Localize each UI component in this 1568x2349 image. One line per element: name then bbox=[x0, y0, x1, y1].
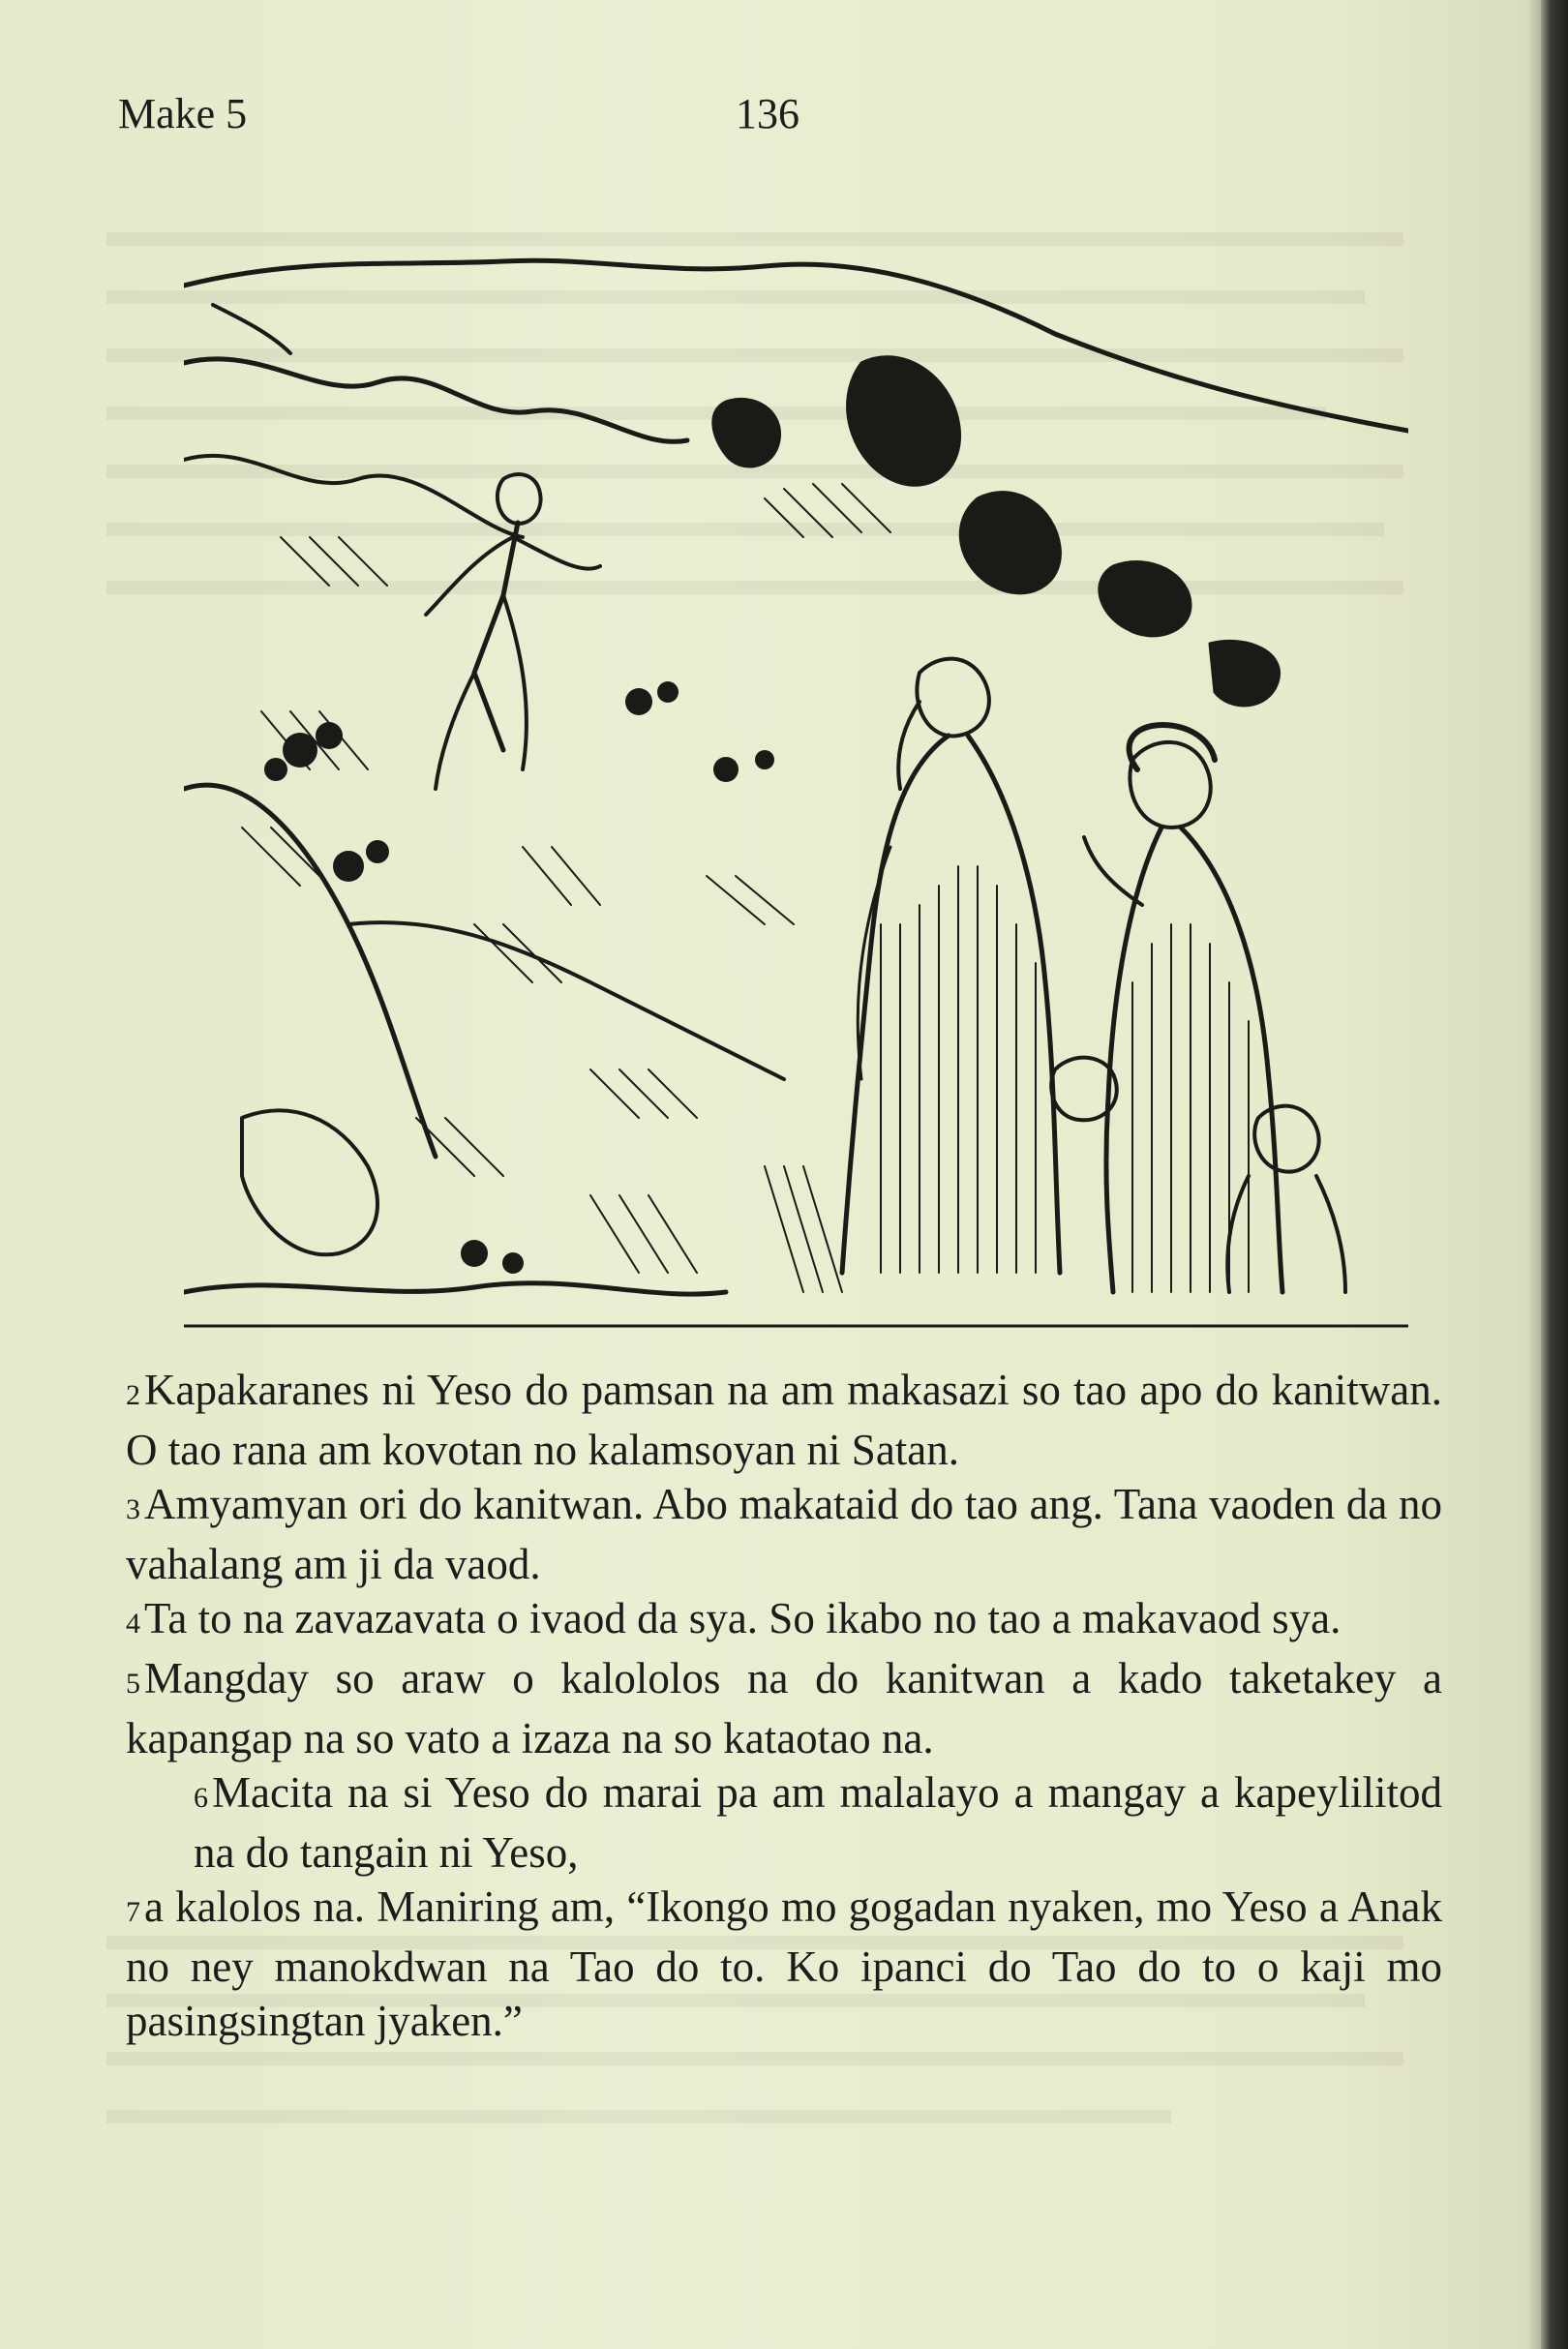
verse-number: 5 bbox=[126, 1668, 140, 1700]
verse-text: Ta to na zavazavata o ivaod da sya. So ikabo no tao a makavaod sya. bbox=[144, 1594, 1342, 1642]
verse-text: Macita na si Yeso do marai pa am malalayo a mangay a kapeylilitod na do tangain ni Yeso, bbox=[194, 1768, 1442, 1877]
verse-5 bbox=[126, 1651, 1442, 1765]
running-header-book: Make 5 bbox=[118, 90, 248, 137]
verse-text: a kalolos na. Maniring am, “Ikongo mo gogadan nyaken, mo Yeso a Anak no ney manokdwan na Tao do to. Ko ipanci do Tao do to o kaji mo pasingsingtan jyaken.” bbox=[126, 1882, 1442, 2045]
verse-number: 2 bbox=[126, 1379, 140, 1411]
engraving-icon bbox=[184, 260, 1408, 1326]
verse-number: 6 bbox=[194, 1782, 208, 1814]
verse-text: Amyamyan ori do kanitwan. Abo makataid do tao ang. Tana vaoden da no vahalang am ji da vaod. bbox=[126, 1480, 1442, 1588]
page-number: 136 bbox=[736, 90, 799, 137]
verse-4 bbox=[126, 1591, 1442, 1651]
book-spine bbox=[1541, 0, 1568, 2349]
verse-text: Mangday so araw o kalololos na do kanitwan a kado taketakey a kapangap na so vato a izaza na so kataotao na. bbox=[126, 1654, 1442, 1762]
verse-number: 4 bbox=[126, 1608, 140, 1640]
verse-6 bbox=[126, 1765, 1442, 1880]
scripture-text bbox=[126, 1363, 1442, 2048]
verse-3 bbox=[126, 1477, 1442, 1591]
verse-text: Kapakaranes ni Yeso do pamsan na am makasazi so tao apo do kanitwan. O tao rana am kovotan no kalamsoyan ni Satan. bbox=[126, 1366, 1442, 1474]
verse-number: 3 bbox=[126, 1493, 140, 1525]
verse-7 bbox=[126, 1880, 1442, 2048]
verse-2 bbox=[126, 1363, 1442, 1477]
verse-number: 7 bbox=[126, 1896, 140, 1928]
page-edge-shadow bbox=[1527, 0, 1541, 2349]
illustration bbox=[184, 247, 1408, 1340]
